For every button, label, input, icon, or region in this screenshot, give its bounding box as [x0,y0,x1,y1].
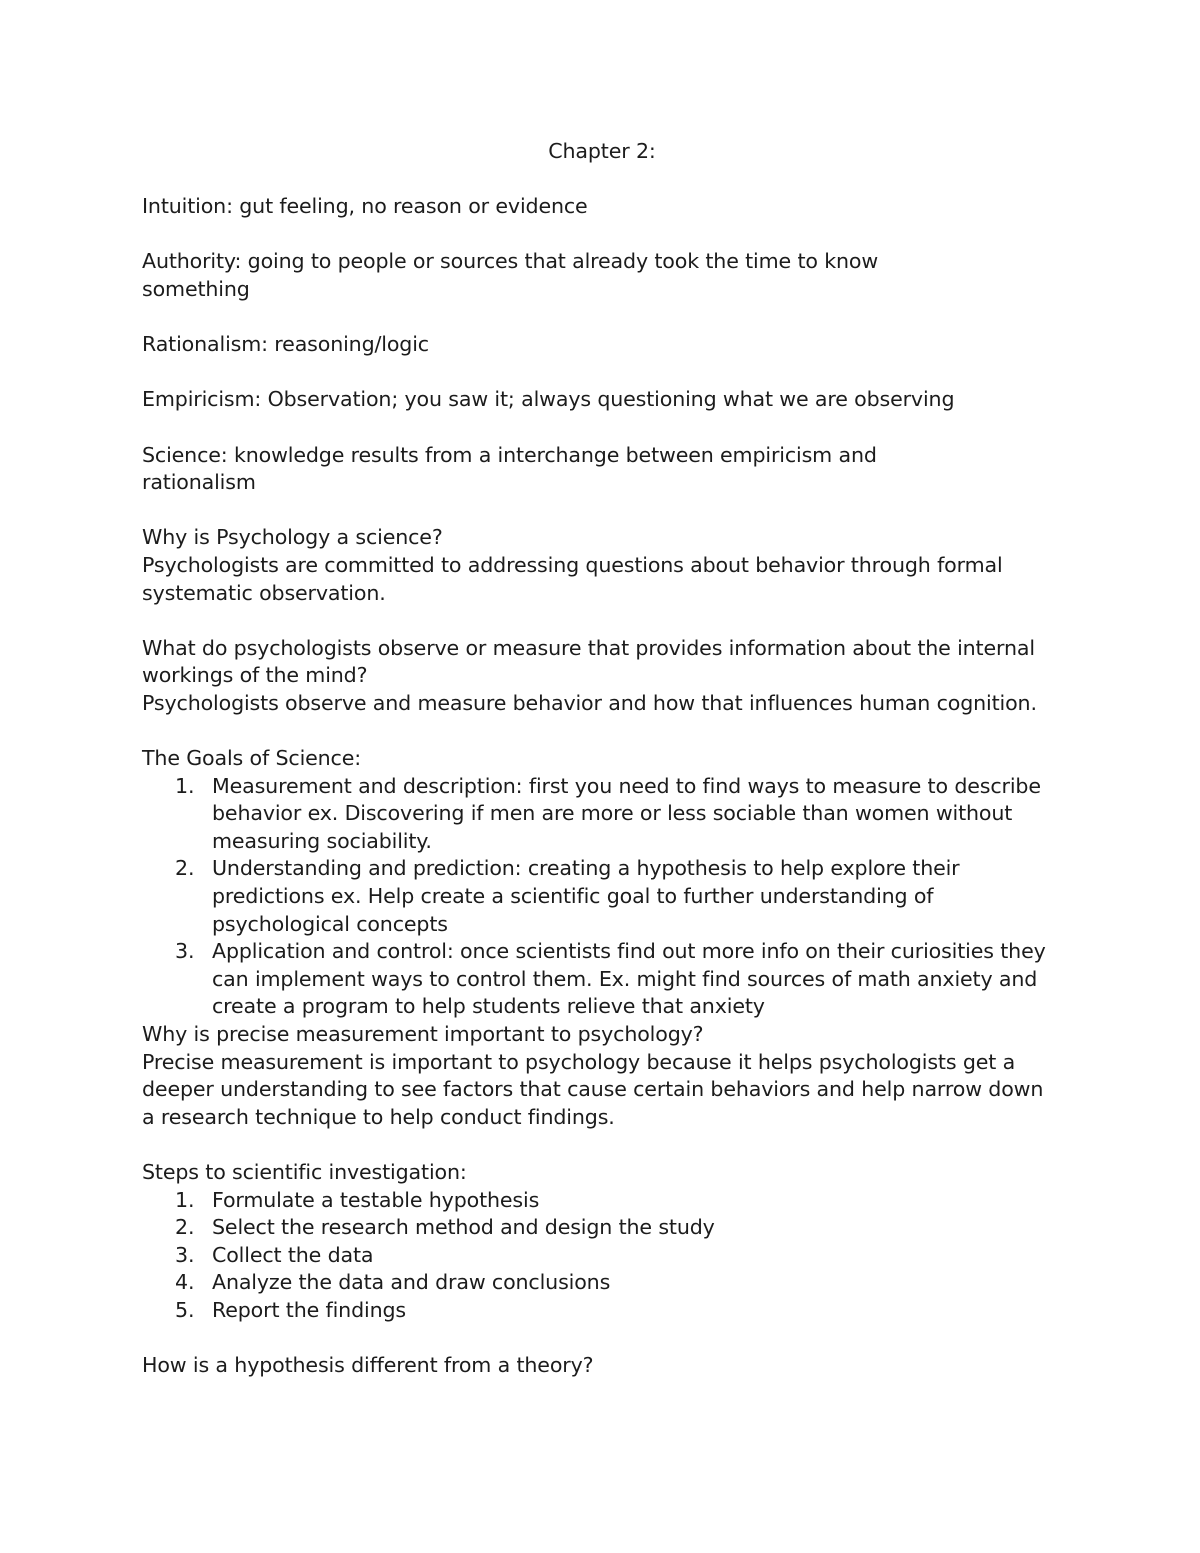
question-text: Why is precise measurement important to psychology? [142,1022,704,1046]
list-item-text: Understanding and prediction: creating a hypothesis to help explore their predictions ex. Help create a scientific goal to further understanding of psychological concepts [212,856,960,936]
list-item [142,1269,1062,1297]
question-text: What do psychologists observe or measure that provides information about the internal workings of the mind? [142,635,1035,688]
list-number: 5. [175,1297,195,1322]
definition-rationalism: Rationalism: reasoning/logic [142,332,429,357]
list-item-text: Collect the data [212,1242,374,1267]
page-title: Chapter 2: [548,139,656,163]
list-number: 2. [175,856,195,881]
list-item-text: Analyze the data and draw conclusions [212,1270,611,1295]
list-item [142,855,1062,938]
list-item [142,1242,1062,1270]
list-number: 1. [175,773,195,798]
list-item-text: Measurement and description: first you need to find ways to measure to describe behavior ex. Discovering if men are more or less sociable than women without measuring sociability. [212,773,1041,853]
steps-section [142,1159,1062,1325]
question-text: Why is Psychology a science? [142,525,443,550]
definition-authority: Authority: going to people or sources that already took the time to know something [142,249,879,301]
list-number: 4. [175,1270,195,1295]
question-hypothesis-theory: How is a hypothesis different from a theory? [142,1353,594,1378]
list-number: 2. [175,1215,195,1240]
list-item [142,773,1062,856]
list-number: 3. [175,939,195,964]
list-item-text: Application and control: once scientists find out more info on their curiosities they can implement ways to control them. Ex. might find sources of math anxiety and create a program to help students relieve that anxiety [212,939,1046,1019]
list-item-text: Select the research method and design the study [212,1215,715,1240]
goals-section [142,745,1062,1021]
list-item [142,1297,1062,1325]
answer-text: Precise measurement is important to psychology because it helps psychologists get a deeper understanding to see factors that cause certain behaviors and help narrow down a research technique to help conduct findings. [142,1049,1044,1129]
answer-text: Psychologists observe and measure behavior and how that influences human cognition. [142,690,1037,715]
goals-heading: The Goals of Science: [142,746,362,771]
list-item [142,1214,1062,1242]
document-page [142,138,1062,1380]
qa-psychology-science [142,524,1062,607]
answer-text: Psychologists are committed to addressing questions about behavior through formal systematic observation. [142,552,1003,605]
steps-list [142,1187,1062,1325]
goals-list [142,773,1062,1021]
list-item [142,1187,1062,1215]
definition-science: Science: knowledge results from a interchange between empiricism and rationalism [142,442,877,495]
steps-heading: Steps to scientific investigation: [142,1159,467,1184]
qa-observe-measure [142,635,1062,718]
list-number: 1. [175,1187,195,1212]
list-item [142,938,1062,1021]
qa-precise-measurement [142,1021,1062,1131]
list-item-text: Formulate a testable hypothesis [212,1187,540,1212]
definition-intuition: Intuition: gut feeling, no reason or evidence [142,194,588,219]
list-number: 3. [175,1242,195,1267]
definition-empiricism: Empiricism: Observation; you saw it; always questioning what we are observing [142,387,955,412]
list-item-text: Report the findings [212,1297,406,1322]
